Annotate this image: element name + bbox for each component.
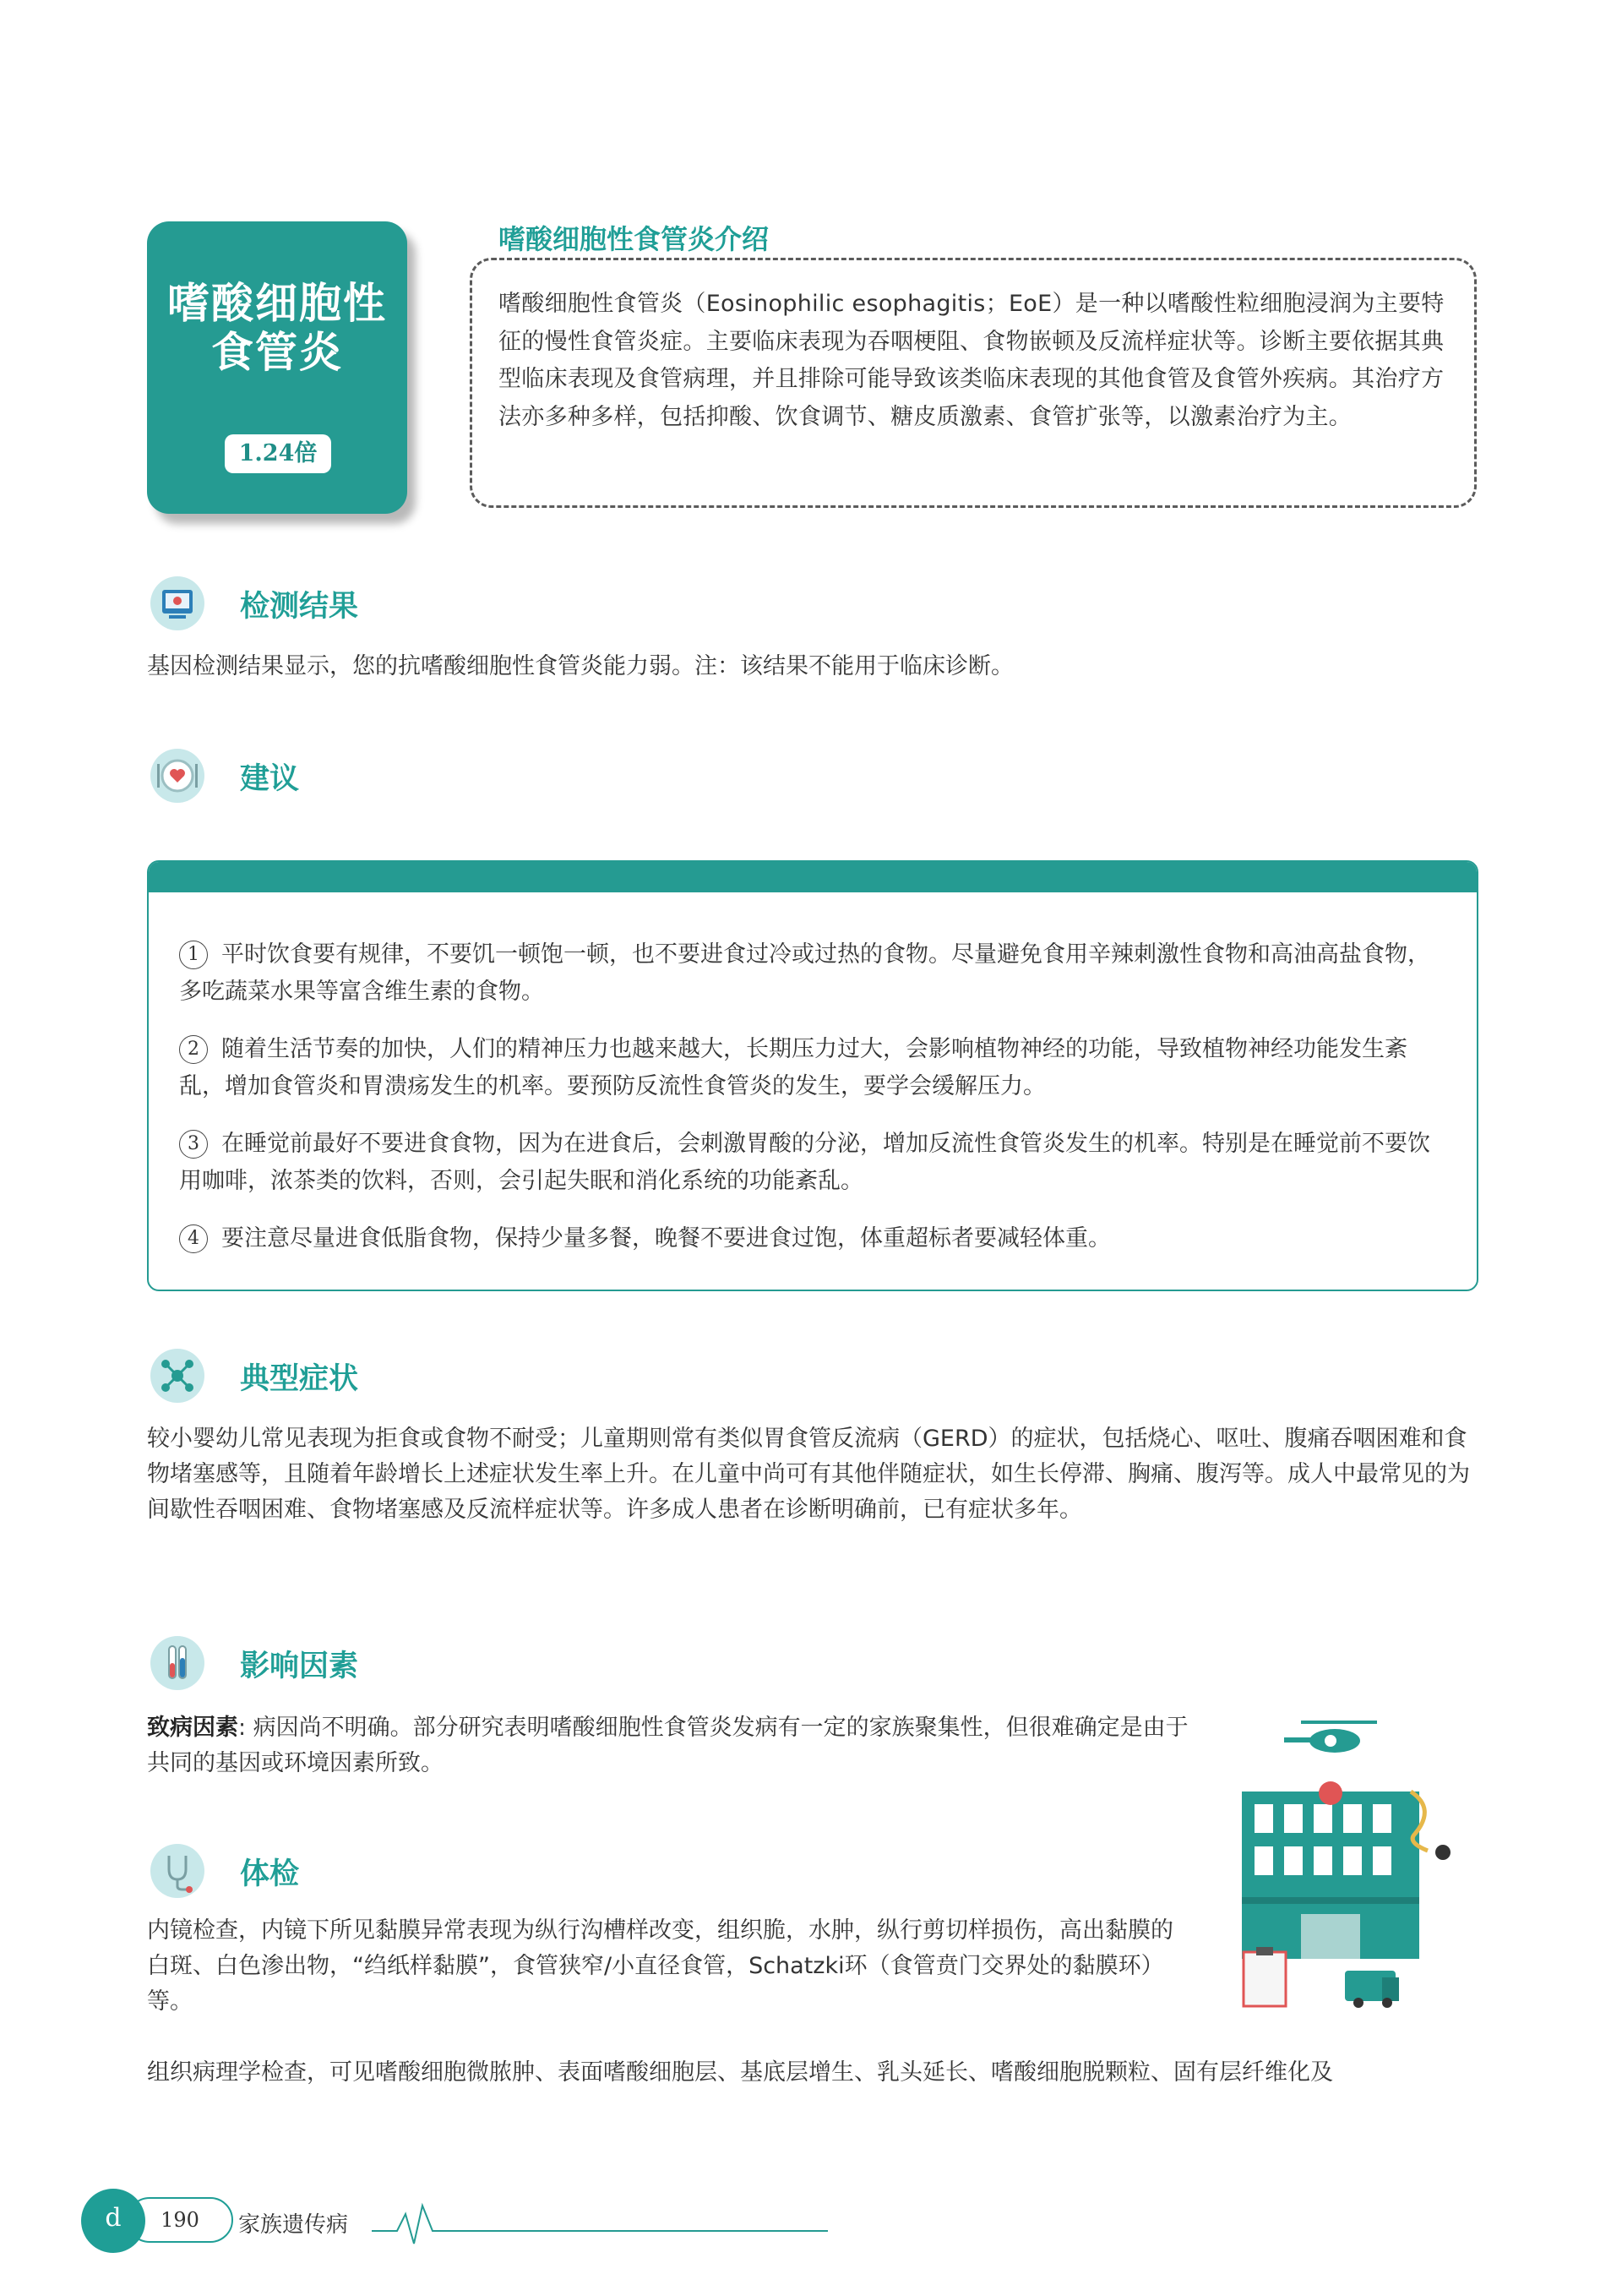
symptoms-text: 较小婴幼儿常见表现为拒食或食物不耐受；儿童期则常有类似胃食管反流病（GERD）的症状，包括烧心、呕吐、腹痛吞咽困难和食物堵塞感等，且随着年龄增长上述症状发生率上升。在儿童中尚可有其他伴随症状，如生长停滞、胸痛、腹泻等。成人中最常见的为间歇性吞咽困难、食物堵塞感及反流样症状等。许多成人患者在诊断明确前，已有症状多年。 [147, 1426, 1470, 1523]
advice-box [147, 860, 1478, 1291]
card-title [147, 279, 407, 377]
result-text: 基因检测结果显示，您的抗嗜酸细胞性食管炎能力弱。注：该结果不能用于临床诊断。 [147, 653, 1014, 679]
plate-heart-icon [150, 749, 204, 803]
exam-title: 体检 [240, 1857, 300, 1891]
advice-text: 平时饮食要有规律，不要饥一顿饱一顿，也不要进食过冷或过热的食物。尽量避免食用辛辣刺激性食物和高油高盐食物，多吃蔬菜水果等富含维生素的食物。 [179, 941, 1430, 1005]
advice-number: 4 [179, 1224, 208, 1253]
result-title: 检测结果 [240, 590, 359, 624]
advice-number: 3 [179, 1130, 208, 1159]
advice-number: 2 [179, 1035, 208, 1064]
page-number-pill: 190 [127, 2197, 233, 2243]
advice-item [179, 1031, 1446, 1105]
advice-item [179, 1220, 1446, 1257]
advice-item [179, 936, 1446, 1011]
symptoms-title: 典型症状 [240, 1362, 359, 1396]
risk-ratio-badge: 1.24倍 [225, 434, 331, 473]
hospital-illustration-icon [1233, 1707, 1478, 2020]
advice-item [179, 1126, 1446, 1200]
footer-letter-badge: d [81, 2189, 145, 2253]
advice-text: 要注意尽量进食低脂食物，保持少量多餐，晚餐不要进食过饱，体重超标者要减轻体重。 [221, 1225, 1111, 1252]
intro-title: 嗜酸细胞性食管炎介绍 [498, 223, 770, 255]
factors-paragraph [147, 1710, 1195, 1781]
exam-text-1: 内镜检查，内镜下所见黏膜异常表现为纵行沟槽样改变，组织脆，水肿，纵行剪切样损伤，高出黏膜的白斑、白色渗出物，“绉纸样黏膜”，食管狭窄/小直径食管，Schatzki环（食管贲门交界处的黏膜环）等。 [147, 1917, 1173, 2015]
advice-text: 随着生活节奏的加快，人们的精神压力也越来越大，长期压力过大，会影响植物神经的功能，导致植物神经功能发生紊乱，增加食管炎和胃溃疡发生的机率。要预防反流性食管炎的发生，要学会缓解压力。 [179, 1036, 1407, 1099]
card-title-line1: 嗜酸细胞性 [167, 279, 387, 328]
advice-title: 建议 [240, 762, 300, 796]
advice-header-bar [149, 862, 1477, 892]
intro-text: 嗜酸细胞性食管炎（Eosinophilic esophagitis；EoE）是一种以嗜酸性粒细胞浸润为主要特征的慢性食管炎症。主要临床表现为吞咽梗阻、食物嵌顿及反流样症状等。诊断主要依据其典型临床表现及食管病理，并且排除可能导致该类临床表现的其他食管及食管外疾病。其治疗方法亦多种多样，包括抑酸、饮食调节、糖皮质激素、食管扩张等，以激素治疗为主。 [498, 291, 1445, 430]
molecule-icon [150, 1349, 204, 1403]
card-title-line2: 食管炎 [211, 328, 343, 377]
report-icon [150, 576, 204, 630]
factors-label: 致病因素 [147, 1715, 238, 1741]
test-tube-icon [150, 1636, 204, 1690]
title-card [147, 221, 407, 514]
factors-text: : 病因尚不明确。部分研究表明嗜酸细胞性食管炎发病有一定的家族聚集性，但很难确定是由于共同的基因或环境因素所致。 [147, 1715, 1189, 1776]
exam-text-2: 组织病理学检查，可见嗜酸细胞微脓肿、表面嗜酸细胞层、基底层增生、乳头延长、嗜酸细胞脱颗粒、固有层纤维化及 [147, 2059, 1333, 2086]
footer-label: 家族遗传病 [238, 2212, 349, 2238]
heartbeat-line-icon [372, 2197, 828, 2248]
advice-text: 在睡觉前最好不要进食食物，因为在进食后，会刺激胃酸的分泌，增加反流性食管炎发生的机率。特别是在睡觉前不要饮用咖啡，浓茶类的饮料，否则，会引起失眠和消化系统的功能紊乱。 [179, 1131, 1430, 1194]
factors-title: 影响因素 [240, 1650, 359, 1683]
advice-number: 1 [179, 941, 208, 969]
stethoscope-icon [150, 1844, 204, 1898]
